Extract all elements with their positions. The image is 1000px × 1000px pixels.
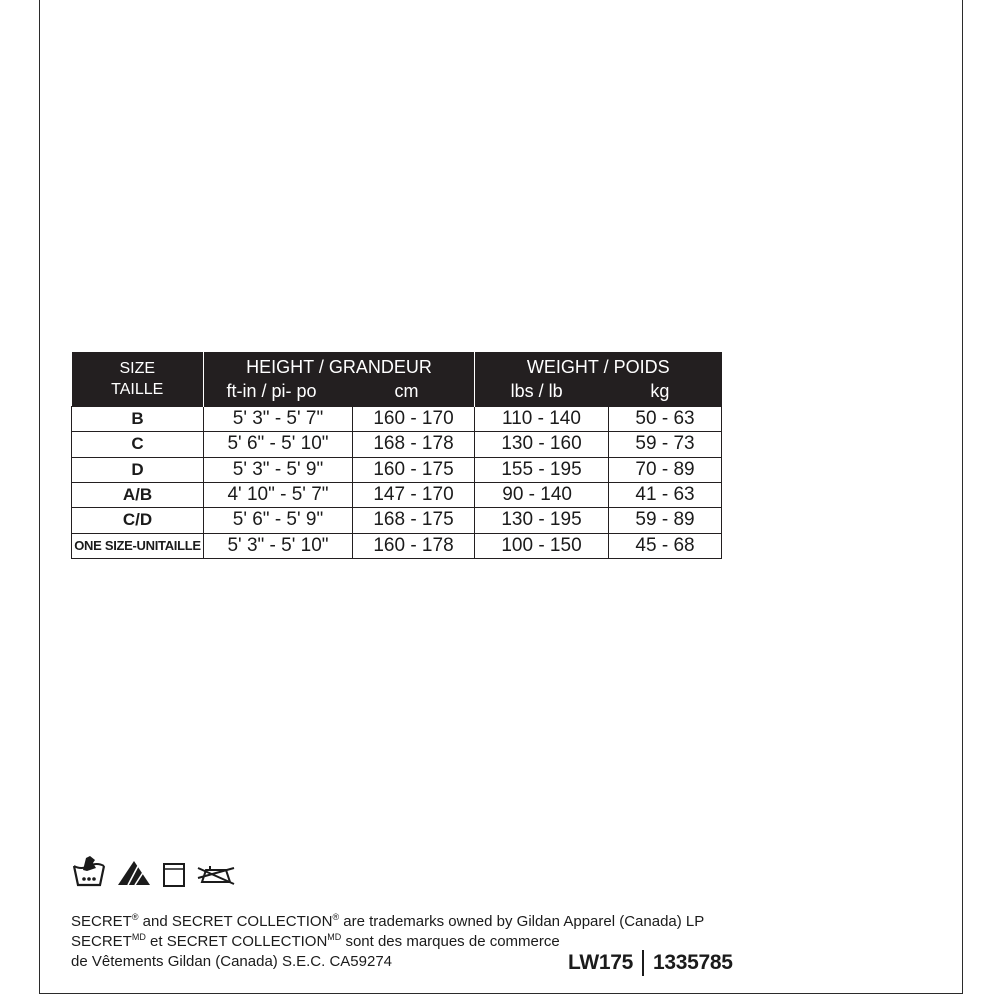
weight-kg-cell: 45 - 68 [609, 533, 722, 558]
table-row [72, 482, 722, 507]
size-label: SIZE [119, 360, 156, 377]
weight-lbs-cell: 130 - 160 [475, 432, 609, 457]
height-cm-cell: 160 - 175 [353, 457, 475, 482]
size-cell: D [72, 457, 204, 482]
height-ftin-cell: 5' 3" - 5' 10" [204, 533, 353, 558]
non-chlorine-bleach-icon [116, 858, 152, 888]
style-code: LW175 [568, 951, 634, 974]
table-row [72, 407, 722, 432]
weight-title: WEIGHT / POIDS [526, 357, 670, 377]
trademark-line-french: $SECRET^{MD}$ et SECRET $COLLECTION^{MD}$ sont des marques de commerce [71, 932, 560, 950]
weight-kg-cell: 41 - 63 [609, 482, 722, 507]
height-ftin-cell: 5' 3" - 5' 9" [204, 457, 353, 482]
size-cell: C [72, 432, 204, 457]
weight-unit-metric: kg [650, 381, 670, 401]
tumble-dry-icon [162, 860, 186, 888]
table-row [72, 432, 722, 457]
height-unit-imperial: ft-in / pi- po [226, 381, 317, 401]
size-cell: B [72, 407, 204, 432]
weight-unit-imperial: lbs / lb [510, 381, 563, 401]
weight-lbs-cell: 110 - 140 [475, 407, 609, 432]
weight-lbs-cell: 100 - 150 [475, 533, 609, 558]
size-cell: A/B [72, 482, 204, 507]
table-row [72, 457, 722, 482]
height-ftin-cell: 5' 6" - 5' 9" [204, 508, 353, 533]
height-ftin-cell: 5' 3" - 5' 7" [204, 407, 353, 432]
weight-lbs-cell: 155 - 195 [475, 457, 609, 482]
item-number: 1335785 [653, 951, 733, 974]
weight-kg-cell: 50 - 63 [609, 407, 722, 432]
size-cell: C/D [72, 508, 204, 533]
size-cell: ONE SIZE-UNITAILLE [72, 533, 204, 558]
height-cm-cell: 160 - 170 [353, 407, 475, 432]
height-cm-cell: 147 - 170 [353, 482, 475, 507]
weight-column-header [475, 352, 722, 407]
hand-wash-icon [72, 854, 106, 888]
height-cm-cell: 168 - 178 [353, 432, 475, 457]
table-row [72, 533, 722, 558]
product-codes [568, 950, 733, 976]
size-chart-header-row [72, 352, 722, 407]
weight-lbs-cell: 90 - 140 [475, 482, 609, 507]
size-column-header [72, 352, 204, 407]
height-column-header [204, 352, 475, 407]
weight-lbs-cell: 130 - 195 [475, 508, 609, 533]
size-chart-table [71, 352, 722, 559]
height-ftin-cell: 4' 10" - 5' 7" [204, 482, 353, 507]
trademark-line-english: SECRET® and SECRET COLLECTION® are trademarks owned by Gildan Apparel (Canada) LP [71, 912, 705, 930]
table-row [72, 508, 722, 533]
weight-kg-cell: 59 - 89 [609, 508, 722, 533]
height-ftin-cell: 5' 6" - 5' 10" [204, 432, 353, 457]
care-instructions [72, 848, 236, 888]
height-cm-cell: 168 - 175 [353, 508, 475, 533]
trademark-line-french-owner: de Vêtements Gildan (Canada) S.E.C. CA59274 [71, 953, 393, 970]
do-not-iron-icon [196, 860, 236, 888]
height-title: HEIGHT / GRANDEUR [246, 357, 432, 377]
height-unit-metric: cm [394, 381, 419, 401]
taille-label: TAILLE [111, 381, 164, 398]
weight-kg-cell: 59 - 73 [609, 432, 722, 457]
code-divider [642, 950, 644, 976]
size-chart [71, 352, 721, 559]
height-cm-cell: 160 - 178 [353, 533, 475, 558]
weight-kg-cell: 70 - 89 [609, 457, 722, 482]
